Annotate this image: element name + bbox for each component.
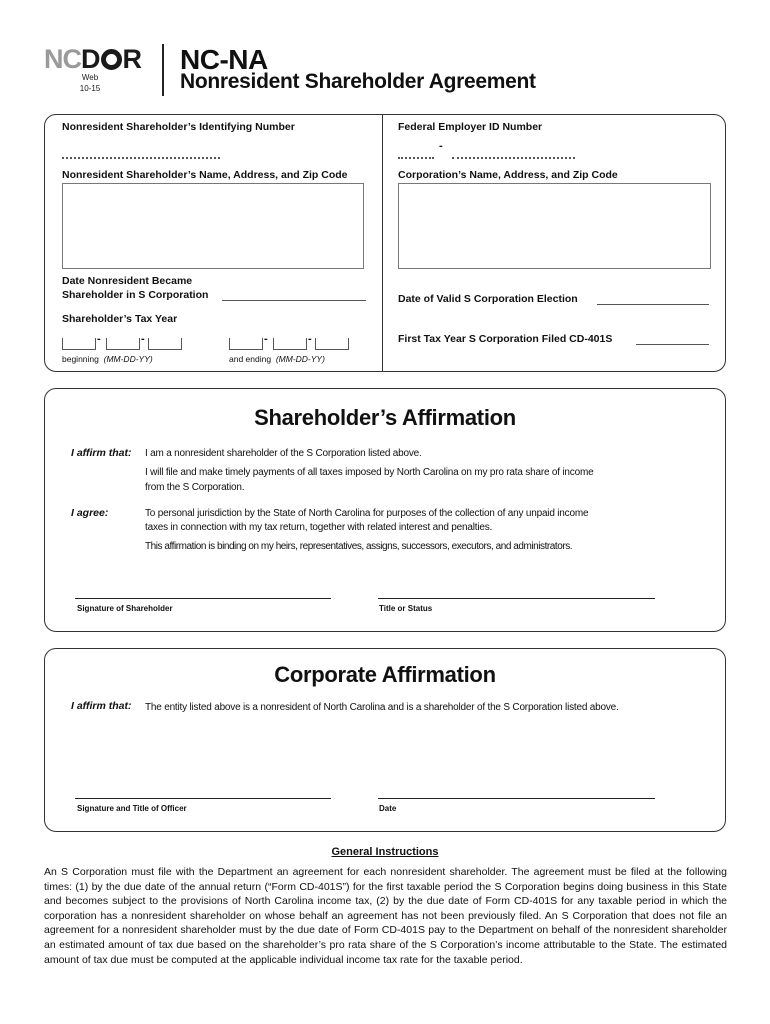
- begin-month-field[interactable]: [62, 338, 96, 350]
- edition-date: 10-15: [79, 84, 101, 93]
- id-number-field[interactable]: [62, 143, 220, 159]
- begin-year-field[interactable]: [148, 338, 182, 350]
- date-label: Date: [379, 804, 397, 813]
- first-tax-year-label: First Tax Year S Corporation Filed CD-401S: [398, 333, 613, 345]
- ncdor-logo: [44, 44, 141, 75]
- date-became-field[interactable]: [222, 300, 366, 301]
- logo-dor-text: [81, 44, 141, 74]
- shareholder-info-divider: [382, 114, 383, 372]
- election-date-field[interactable]: [597, 304, 709, 305]
- instructions-body: An S Corporation must file with the Department an agreement for each nonresident shareholder. The agreement must be filed at the following times: (1) by the due date of the annual return (“Form CD-401S”) for the first taxable period the S Corporation begins doing business in this State and becomes subject to the provisions of North Carolina income tax, (2) by the due date of Form CD-401S for any taxable period in which the corporation has a nonresident shareholder on whose behalf an agreement has not been previously filed. An S Corporation that does not file an agreement for a nonresident shareholder must by the due date of Form CD-401S pay to the Department on behalf of the nonresident shareholder an estimated amount of tax due based on the shareholder’s pro rata share of the S Corporation’s income attributable to the State. The estimated amount of tax due must be computed at the applicable individual income tax rate for the taxable period.: [44, 866, 727, 966]
- fein-separator: -: [439, 140, 443, 152]
- officer-signature-line[interactable]: [75, 798, 331, 799]
- beginning-caption: [62, 354, 153, 364]
- corporate-affirmation-title: Corporate Affirmation: [274, 662, 496, 687]
- beginning-label: beginning: [62, 354, 99, 364]
- affirm-statement-1: I am a nonresident shareholder of the S Corporation listed above.: [145, 448, 422, 459]
- form-title: Nonresident Shareholder Agreement: [180, 70, 536, 93]
- end-year-field[interactable]: [315, 338, 349, 350]
- shareholder-affirmation-title: Shareholder’s Affirmation: [254, 405, 516, 430]
- title-status-label: Title or Status: [379, 604, 433, 613]
- shareholder-name-label: Nonresident Shareholder’s Name, Address, and Zip Code: [62, 169, 348, 181]
- affirm-statement-2-line2: from the S Corporation.: [145, 482, 245, 493]
- edition-web: Web: [81, 73, 99, 82]
- corporation-address-field[interactable]: [398, 183, 711, 269]
- affirm-statement-2-line1: I will file and make timely payments of all taxes imposed by North Carolina on my pro rata share of income: [145, 467, 594, 478]
- shareholder-signature-label: Signature of Shareholder: [77, 604, 173, 613]
- agree-statement-1-line2: taxes in connection with my tax return, together with related interest and penalties.: [145, 522, 493, 533]
- fein-suffix-field[interactable]: [452, 143, 575, 159]
- shareholder-signature-line[interactable]: [75, 598, 331, 599]
- end-separator-1: -: [264, 333, 268, 345]
- form-id: NC-NA: [180, 44, 268, 75]
- fein-prefix-field[interactable]: [398, 143, 434, 159]
- end-month-field[interactable]: [229, 338, 263, 350]
- instructions-title: [44, 846, 726, 858]
- first-tax-year-field[interactable]: [636, 344, 709, 345]
- agree-label: I agree:: [71, 507, 109, 519]
- shareholder-affirm-label: I affirm that:: [71, 447, 132, 459]
- header-divider: [162, 44, 164, 96]
- corporate-affirm-label: I affirm that:: [71, 700, 132, 712]
- agree-statement-2: This affirmation is binding on my heirs, representatives, assigns, successors, executors, and administrators.: [145, 541, 573, 552]
- date-line[interactable]: [378, 798, 655, 799]
- ending-format: (MM-DD-YY): [275, 354, 325, 364]
- officer-signature-label: Signature and Title of Officer: [77, 804, 187, 813]
- beginning-format: (MM-DD-YY): [103, 354, 153, 364]
- logo-ring-icon: [101, 49, 122, 70]
- logo-nc-text: NC: [44, 44, 81, 74]
- begin-separator-1: -: [97, 333, 101, 345]
- logo-r-letter: R: [122, 44, 141, 74]
- end-separator-2: -: [308, 333, 312, 345]
- title-status-line[interactable]: [378, 598, 655, 599]
- ending-label: and ending: [229, 354, 272, 364]
- tax-year-label: Shareholder’s Tax Year: [62, 313, 178, 325]
- begin-separator-2: -: [141, 333, 145, 345]
- begin-day-field[interactable]: [106, 338, 140, 350]
- corporate-affirm-statement: The entity listed above is a nonresident of North Carolina and is a shareholder of the S Corporation listed above.: [145, 702, 619, 713]
- date-became-label-2: Shareholder in S Corporation: [62, 289, 209, 301]
- fein-label: Federal Employer ID Number: [398, 121, 543, 133]
- corporation-name-label: Corporation’s Name, Address, and Zip Code: [398, 169, 618, 181]
- shareholder-address-field[interactable]: [62, 183, 364, 269]
- election-date-label: Date of Valid S Corporation Election: [398, 293, 578, 305]
- agree-statement-1-line1: To personal jurisdiction by the State of North Carolina for purposes of the collection of any unpaid income: [145, 508, 589, 519]
- id-number-label: Nonresident Shareholder’s Identifying Number: [62, 121, 295, 133]
- instructions-title-text: General Instructions: [331, 846, 439, 858]
- date-became-label-1: Date Nonresident Became: [62, 275, 193, 287]
- end-day-field[interactable]: [273, 338, 307, 350]
- logo-d-letter: D: [81, 44, 100, 74]
- ending-caption: [229, 354, 325, 364]
